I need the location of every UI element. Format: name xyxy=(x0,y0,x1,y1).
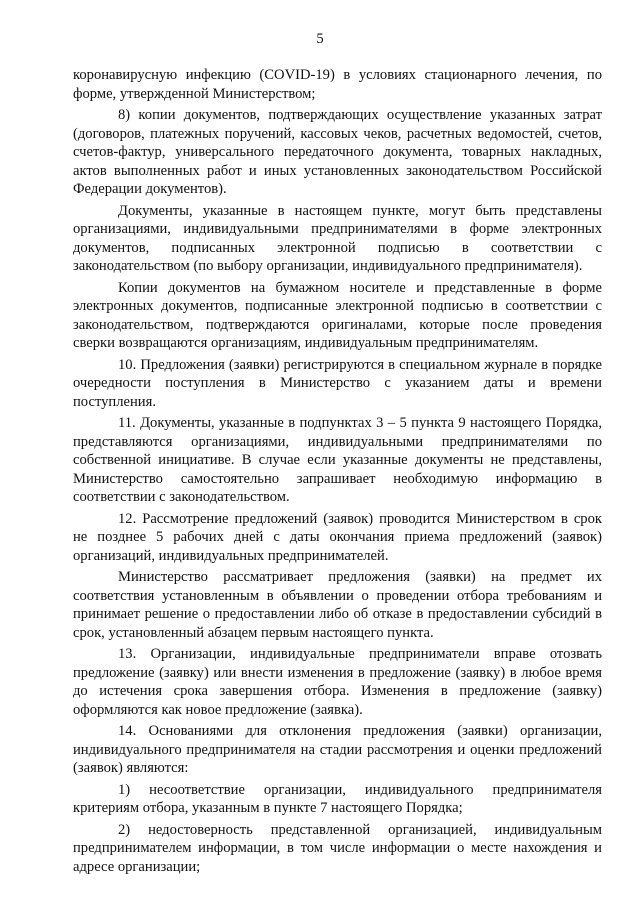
paragraph-clause-13: 13. Организации, индивидуальные предприниматели вправе отозвать предложение (заявку) или внести изменения в предложение (заявку) в любое время до истечения срока завершения отбора. Изменения в предложение (заявку) оформляются как новое предложение (заявка). xyxy=(73,646,602,718)
paragraph-clause-14-item-2: 2) недостоверность представленной организацией, индивидуальным предпринимателем информации, в том числе информации о месте нахождения и адресе организации; xyxy=(73,821,602,875)
paragraph-paper-copies: Копии документов на бумажном носителе и представленные в форме электронных документов, подписанные электронной подписью в соответствии с законодательством, подтверждаются оригиналами, которые после проведения сверки возвращаются организациям, индивидуальным предпринимателям. xyxy=(73,279,602,351)
document-body xyxy=(73,66,602,879)
page-number: 5 xyxy=(316,31,324,47)
paragraph-electronic-documents: Документы, указанные в настоящем пункте, могут быть представлены организациями, индивидуальными предпринимателями в форме электронных документов, подписанных электронной подписью в соответствии с законодательством (по выбору организации, индивидуального предпринимателя). xyxy=(73,202,602,274)
paragraph-ministry-review: Министерство рассматривает предложения (заявки) на предмет их соответствия установленным в объявлении о проведении отбора требованиям и принимает решение о предоставлении либо об отказе в предоставлении субсидий в срок, установленный абзацем первым настоящего пункта. xyxy=(73,569,602,641)
paragraph-clause-11: 11. Документы, указанные в подпунктах 3 – 5 пункта 9 настоящего Порядка, представляются организациями, индивидуальными предпринимателями по собственной инициативе. В случае если указанные документы не представлены, Министерство самостоятельно запрашивает необходимую информацию в соответствии с законодательством. xyxy=(73,415,602,505)
paragraph-clause-12: 12. Рассмотрение предложений (заявок) проводится Министерством в срок не позднее 5 рабочих дней с даты окончания приема предложений (заявок) организаций, индивидуальных предпринимателей. xyxy=(73,510,602,564)
paragraph-clause-14: 14. Основаниями для отклонения предложения (заявки) организации, индивидуального предпринимателя на стадии рассмотрения и оценки предложений (заявок) являются: xyxy=(73,723,602,776)
paragraph-clause-14-item-1: 1) несоответствие организации, индивидуального предпринимателя критериям отбора, указанным в пункте 7 настоящего Порядка; xyxy=(73,781,602,816)
paragraph-item-8: 8) копии документов, подтверждающих осуществление указанных затрат (договоров, платежных поручений, кассовых чеков, расчетных ведомостей, счетов, счетов-фактур, универсального передаточного документа, товарных накладных, актов выполненных работ и иных установленных законодательством Российской Федерации документов). xyxy=(73,107,602,197)
paragraph-clause-10: 10. Предложения (заявки) регистрируются в специальном журнале в порядке очередности поступления в Министерство с указанием даты и времени поступления. xyxy=(73,356,602,410)
paragraph-continuation: коронавирусную инфекцию (COVID-19) в условиях стационарного лечения, по форме, утвержденной Министерством; xyxy=(73,67,602,102)
